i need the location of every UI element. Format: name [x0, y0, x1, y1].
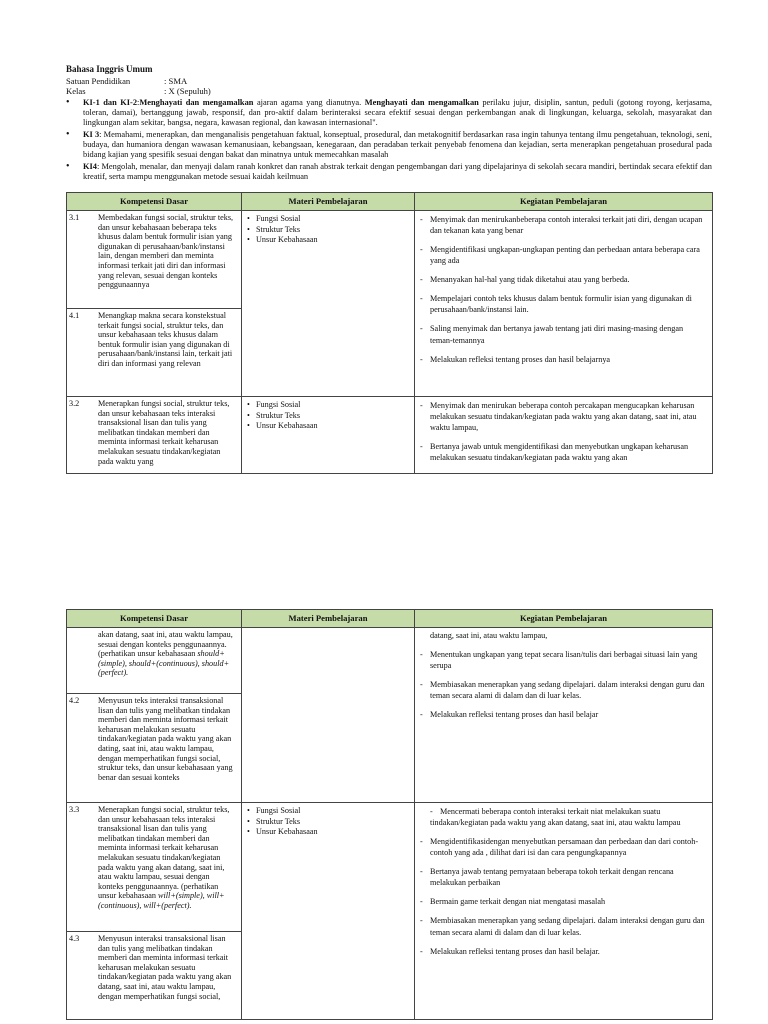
list-item: • Fungsi Sosial [246, 214, 410, 224]
kegiatan-list [415, 628, 712, 725]
list-item: - Mempelajari contoh teks khusus dalam bentuk formulir isian yang digunakan di perusahaan/bank/instansi lain. [419, 293, 706, 315]
list-item: • Struktur Teks [246, 411, 410, 421]
ki-text: ajaran agama yang dianutnya. [253, 98, 365, 108]
ki-text: : Memahami, menerapkan, dan menganalisis pengetahuan faktual, konseptual, prosedural, dan metakognitif berdasarkan rasa ingin tahunya tentang ilmu pengetahuan, teknologi, seni, budaya, dan humaniora dengan wawasan kemanusiaan, kebangsaan, kenegaraan, dan peradaban terkait penyebab fenomena dan kejadian, serta menerapkan pengetahuan prosedural pada bidang kajian yang spesifik sesuai dengan bakat dan minatnya untuk memecahkan masalah [83, 130, 712, 159]
kegiatan-cell [415, 397, 713, 474]
kd-cell [67, 211, 242, 309]
materi-cell [242, 803, 415, 1020]
materi-cell [242, 211, 415, 397]
list-item: - Mengidentifikasi ungkapan-ungkapan penting dan perbedaan antara beberapa cara yang ada [419, 244, 706, 266]
list-item: • Struktur Teks [246, 817, 410, 827]
kd-number: 3.2 [69, 399, 80, 408]
kegiatan-list [415, 803, 712, 962]
list-item: • Fungsi Sosial [246, 806, 410, 816]
ki-list [66, 98, 712, 181]
list-item: - Menanyakan hal-hal yang tidak diketahui atau yang berbeda. [419, 274, 706, 285]
meta-satuan-value: : SMA [164, 75, 188, 86]
kegiatan-cell [415, 211, 713, 397]
kegiatan-cell [415, 803, 713, 1020]
materi-list [242, 397, 414, 435]
list-item: - Melakukan refleksi tentang proses dan hasil belajar. [419, 946, 706, 957]
header-kegiatan: Kegiatan Pembelajaran [415, 193, 713, 211]
kd-text: Menangkap makna secara konstekstual terkait fungsi social, struktur teks, dan unsur kebahasaan teks khusus dalam bentuk formulir isian yang digunakan di perusahaan/bank/instansi lain, terkait jati diri dan informasi yang relevan [98, 311, 233, 368]
ki-bold: Menghayati dan mengamalkan [139, 98, 254, 108]
list-item: - Menyimak dan menirukan beberapa contoh percakapan mengucapkan keharusan melakukan sesuatu tindakan/kegiatan pada waktu yang akan datang, saat ini, atau waktu lampau, [419, 400, 706, 433]
header-materi: Materi Pembelajaran [242, 193, 415, 211]
materi-cell [242, 397, 415, 474]
table-row [67, 397, 713, 474]
kd-text-plain: akan datang, saat ini, atau waktu lampau, sesuai dengan konteks penggunaannya. (perhatikan unsur kebahasaan [98, 630, 233, 659]
kd-cell [67, 803, 242, 932]
list-item: - Menentukan ungkapan yang tepat secara lisan/tulis dari berbagai situasi lain yang serupa [419, 649, 706, 671]
materi-list [242, 803, 414, 841]
materi-list [242, 211, 414, 249]
header-kegiatan: Kegiatan Pembelajaran [415, 610, 713, 628]
header-materi: Materi Pembelajaran [242, 610, 415, 628]
table-row [67, 628, 713, 694]
list-item: - Menyimak dan menirukanbeberapa contoh interaksi terkait jati diri, dengan ucapan dan tekanan kata yang benar [419, 214, 706, 236]
materi-cell [242, 628, 415, 803]
table-row [67, 211, 713, 309]
ki-bold: Menghayati dan mengamalkan [364, 98, 479, 108]
list-item: - Bertanya jawab untuk mengidentifikasi dan menyebutkan ungkapan keharusan melakukan sesuatu tindakan/kegiatan pada waktu yang akan [419, 441, 706, 463]
ki-item-4 [66, 162, 712, 182]
list-item: - Bermain game terkait dengan niat mengatasi masalah [419, 896, 706, 907]
kd-text: Menyusun teks interaksi transaksional lisan dan tulis yang melibatkan tindakan memberi dan meminta informasi terkait keharusan melakukan sesuatu tindakan/kegiatan pada waktu yang akan dating, saat ini, atau waktu lampau, dengan memperhatikan fungsi social, struktur teks, dan unsur kebahasaan yang benar dan sesuai konteks [98, 696, 233, 782]
kd-cell [67, 309, 242, 397]
kd-text-italic: will+(simple), will+(continuous), will+(perfect). [98, 891, 225, 910]
kd-number: 4.1 [69, 311, 80, 320]
kegiatan-cell [415, 628, 713, 803]
kd-text-italic: should+(simple), should+(continuous), should+(perfect). [98, 649, 230, 678]
header-kompetensi-dasar: Kompetensi Dasar [67, 193, 242, 211]
list-item: • Unsur Kebahasaan [246, 827, 410, 837]
ki-text: perilaku jujur, disiplin, santun, peduli (gotong royong, kerjasama, toleran, damai), bertanggung jawab, responsif, dan pro-aktif dalam berinteraksi secara efektif sesuai dengan perkembangan anak di lingkungan, keluarga, sekolah, masyarakat dan lingkungan alam sekitar, bangsa, negara, kawasan regional, dan kawasan internasional". [83, 98, 712, 128]
list-item: - Mencermati beberapa contoh interaksi terkait niat melakukan suatu tindakan/kegiatan pada waktu yang akan datang, saat ini, atau waktu lampau [419, 806, 706, 828]
meta-kelas-value: : X (Sepuluh) [164, 86, 211, 97]
kd-cell [67, 694, 242, 803]
list-item: - Melakukan refleksi tentang proses dan hasil belajar [419, 709, 706, 720]
kompetensi-table-2 [66, 609, 713, 1020]
kd-number: 3.3 [69, 805, 80, 814]
kd-number: 4.3 [69, 934, 80, 943]
kd-text: Menerapkan fungsi social, struktur teks, dan unsur kebahasaan teks interaksi transaksional lisan dan tulis yang melibatkan tindakan memberi dan meminta informasi terkait keharusan melakukan sesuatu tindakan/kegiatan pada waktu yang [98, 399, 230, 466]
list-item: - Membiasakan menerapkan yang sedang dipelajari. dalam interaksi dengan guru dan teman secara alami di dalam dan di luar kelas. [419, 915, 706, 937]
kegiatan-list [415, 397, 712, 468]
ki-lead: KI-1 dan KI-2 [83, 98, 138, 108]
meta-satuan-label: Satuan Pendidikan [66, 75, 131, 86]
meta-kelas-label: Kelas [66, 86, 86, 97]
kd-number: 4.2 [69, 696, 80, 705]
table-header-row [67, 193, 713, 211]
kd-number: 3.1 [69, 213, 80, 222]
table-header-row [67, 610, 713, 628]
meta-kelas [66, 86, 712, 96]
list-item: - Melakukan refleksi tentang proses dan hasil belajarnya [419, 354, 706, 365]
kd-text [67, 628, 241, 679]
ki-item-3 [66, 130, 712, 160]
list-item: - Bertanya jawab tentang pernyataan beberapa tokoh terkait dengan rencana melakukan perbaikan [419, 866, 706, 888]
ki-item-1-2 [66, 98, 712, 128]
list-item: • Unsur Kebahasaan [246, 235, 410, 245]
document-header [66, 64, 712, 184]
kd-cell [67, 932, 242, 1020]
kegiatan-list [415, 211, 712, 370]
list-item: • Unsur Kebahasaan [246, 421, 410, 431]
ki-lead: KI 3 [83, 130, 100, 140]
ki-lead-rest: : [137, 98, 140, 108]
list-item: - Membiasakan menerapkan yang sedang dipelajari. dalam interaksi dengan guru dan teman secara alami di dalam dan di luar kelas. [419, 679, 706, 701]
list-item: • Struktur Teks [246, 225, 410, 235]
list-item: - Mengidentifikasidengan menyebutkan persamaan dan perbedaan dan dari contoh-contoh yang ada , dilihat dari isi dan cara pengungkapannya [419, 836, 706, 858]
header-kompetensi-dasar: Kompetensi Dasar [67, 610, 242, 628]
kd-text: Menyusun interaksi transaksional lisan dan tulis yang melibatkan tindakan memberi dan meminta informasi terkait keharusan melakukan sesuatu tindakan/kegiatan pada waktu yang akan datang, saat ini, atau waktu lampau, dengan memperhatikan fungsi social, [98, 934, 232, 1001]
meta-satuan [66, 76, 712, 86]
kd-text: Membedakan fungsi social, struktur teks, dan unsur kebahasaan beberapa teks khusus dalam bentuk formulir isian yang digunakan di perusahaan/bank/instansi lain, dengan memberi dan meminta informasi terkait jati diri dan informasi yang relevan, sesuai dengan konteks penggunaannya [98, 213, 234, 290]
table-row [67, 803, 713, 932]
ki-text: : Mengolah, menalar, dan menyaji dalam ranah konkret dan ranah abstrak terkait dengan pengembangan dari yang dipelajarinya di sekolah secara mandiri, bertindak secara efektif dan kreatif, serta mampu menggunakan metode sesuai kaidah keilmuan [83, 161, 712, 181]
kd-text [98, 805, 239, 911]
kd-cell [67, 397, 242, 474]
document-title: Bahasa Inggris Umum [66, 64, 153, 74]
list-item: • Fungsi Sosial [246, 400, 410, 410]
list-item: datang, saat ini, atau waktu lampau, [430, 631, 548, 640]
kompetensi-table-1 [66, 192, 713, 474]
kd-cell [67, 628, 242, 694]
ki-lead: KI4 [83, 161, 97, 171]
kd-text-plain: Menerapkan fungsi social, struktur teks, dan unsur kebahasaan teks interaksi transaksional lisan dan tulis yang melibatkan tindakan memberi dan meminta informasi terkait keharusan melakukan sesuatu tindakan/kegiatan pada waktu yang akan datang, saat ini, atau waktu lampau, sesuai dengan konteks penggunaannya. (perhatikan unsur kebahasaan [98, 805, 230, 901]
list-item: - Saling menyimak dan bertanya jawab tentang jati diri masing-masing dengan teman-temannya [419, 323, 706, 345]
